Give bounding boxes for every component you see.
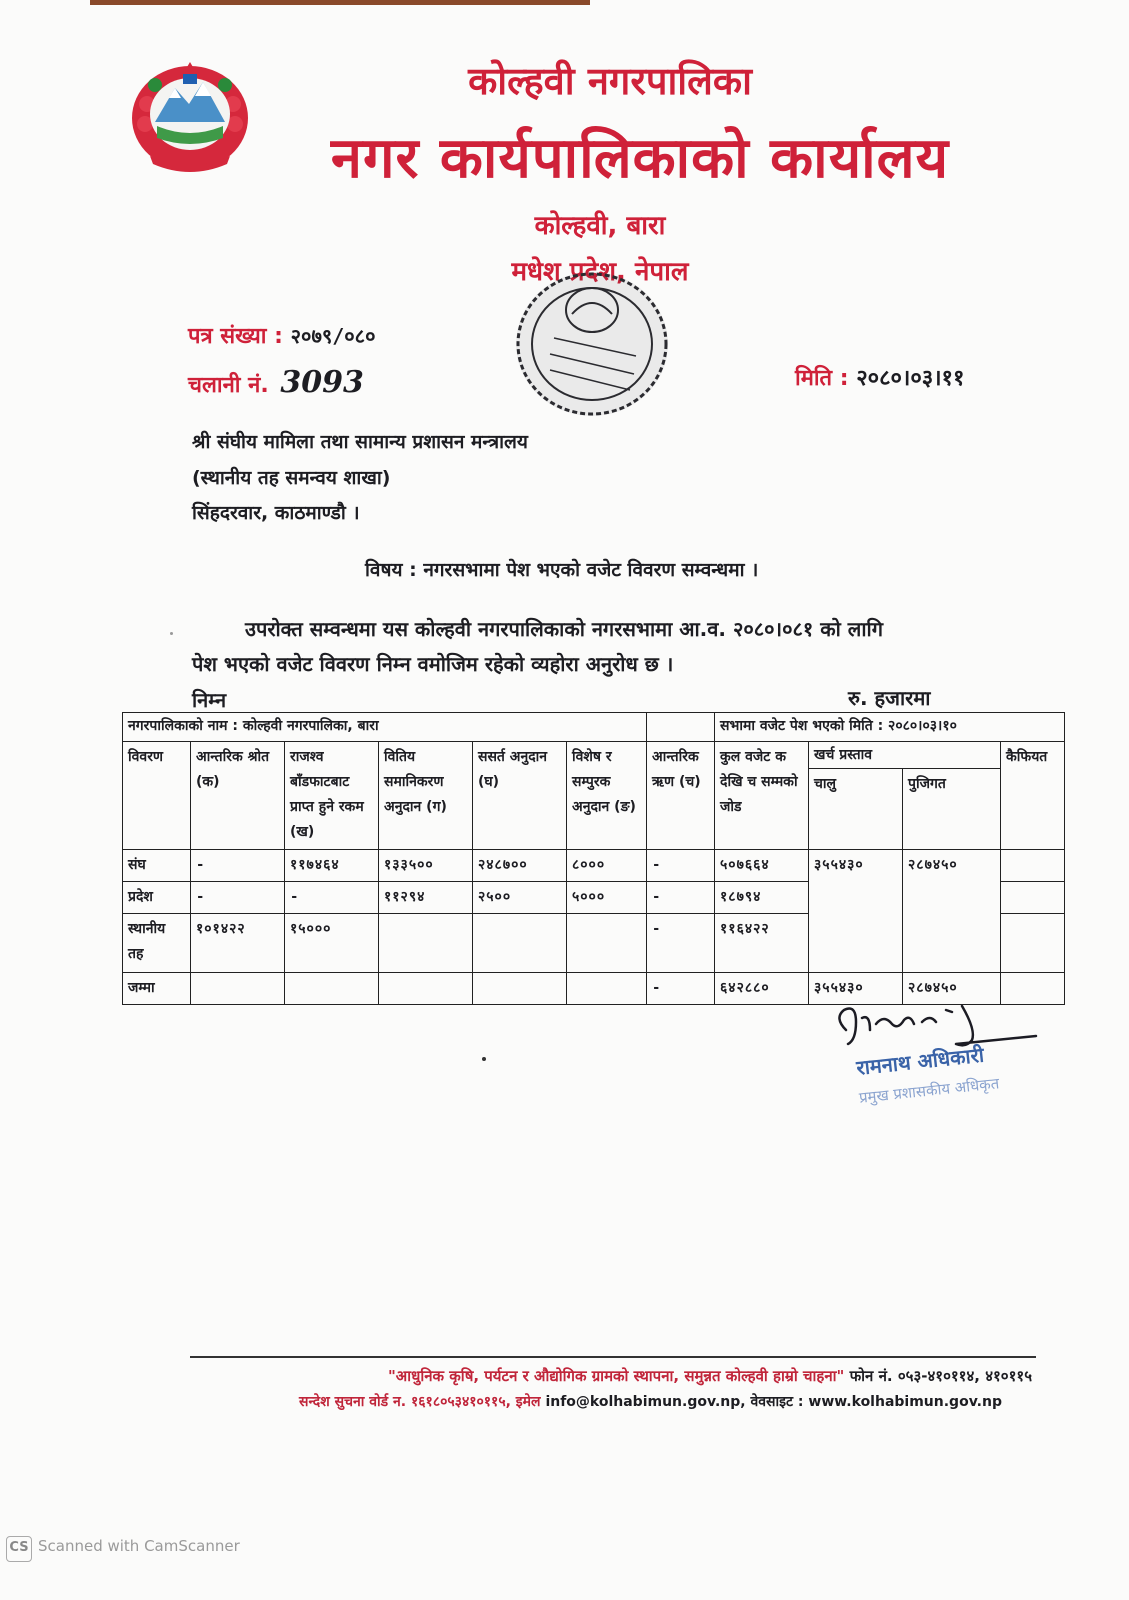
scan-speck (482, 1057, 486, 1061)
cell-total: ५०७६६४ (715, 850, 809, 882)
col-special-grant: विशेष र सम्पुरक अनुदान (ङ) (567, 742, 647, 850)
col-expense-proposal: खर्च प्रस्ताव (809, 742, 1001, 769)
cell-recurrent: ३५५४३० (809, 850, 903, 973)
cell-internal: - (191, 850, 285, 882)
nepal-emblem-logo (125, 52, 255, 177)
cell-special: ५००० (567, 882, 647, 914)
office-title: नगर कार्यपालिकाको कार्यालय (330, 126, 950, 191)
cell-loan: - (647, 882, 715, 914)
cell-recurrent: ३५५४३० (809, 973, 903, 1005)
col-internal-source: आन्तरिक श्रोत (क) (191, 742, 285, 850)
cell-loan: - (647, 973, 715, 1005)
cell-internal (191, 973, 285, 1005)
cell-revenue (285, 973, 379, 1005)
table-row (123, 850, 1065, 882)
cell-remarks (1001, 914, 1065, 973)
cell-special (567, 973, 647, 1005)
top-edge-strip (90, 0, 590, 5)
cell-equalization: १३३५०० (379, 850, 473, 882)
footer-email[interactable]: info@kolhabimun.gov.np, (545, 1394, 746, 1410)
body-line-1: उपरोक्त सम्वन्धमा यस कोल्हवी नगरपालिकाको नगरसभामा आ.व. २०८०।०८१ को लागि (245, 617, 883, 641)
below-label: निम्न (192, 688, 227, 712)
cell-capital: २८७४५० (903, 850, 1001, 973)
presented-date-cell: सभामा वजेट पेश भएको मिति : २०८०।०३।१० (715, 713, 1065, 742)
dispatch-label: चलानी नं. (188, 373, 269, 398)
cell-equalization (379, 973, 473, 1005)
col-capital: पुजिगत (903, 769, 1001, 850)
footer-website[interactable]: www.kolhabimun.gov.np (808, 1394, 1002, 1410)
row-label: संघ (123, 850, 191, 882)
cell-conditional: २४८७०० (473, 850, 567, 882)
addressee-line-2: (स्थानीय तह समन्वय शाखा) (192, 467, 391, 489)
col-detail: विवरण (123, 742, 191, 850)
office-seal-stamp (510, 262, 675, 422)
reference-number (188, 320, 375, 350)
footer-line-2 (192, 1392, 1002, 1411)
col-recurrent: चालु (809, 769, 903, 850)
footer-divider (190, 1356, 1036, 1358)
camscanner-watermark (6, 1536, 240, 1562)
footer-line-1 (192, 1366, 1032, 1386)
letter-subject: विषय : नगरसभामा पेश भएको वजेट विवरण सम्वन्धमा । (365, 559, 759, 581)
cell-remarks (1001, 850, 1065, 882)
cell-capital: २८७४५० (903, 973, 1001, 1005)
footer-website-label: वेवसाइट : (750, 1394, 804, 1410)
cell-remarks (1001, 882, 1065, 914)
cell-loan: - (647, 914, 715, 973)
municipality-name-cell: नगरपालिकाको नाम : कोल्हवी नगरपालिका, बारा (123, 713, 647, 742)
cell-conditional (473, 914, 567, 973)
camscanner-text: Scanned with CamScanner (38, 1537, 240, 1555)
cell-equalization: ११२९४ (379, 882, 473, 914)
cell-total: ११६४२२ (715, 914, 809, 973)
reference-value: २०७९/०८० (290, 324, 376, 348)
reference-label: पत्र संख्या : (188, 324, 283, 349)
cell-conditional (473, 973, 567, 1005)
cell-conditional: २५०० (473, 882, 567, 914)
addressee-line-1: श्री संघीय मामिला तथा सामान्य प्रशासन मन्त्रालय (192, 431, 528, 453)
row-label: स्थानीय तह (123, 914, 191, 973)
cell-special (567, 914, 647, 973)
footer-phone: फोन नं. ०५३-४१०११४, ४१०११५ (849, 1367, 1032, 1385)
cell-equalization (379, 914, 473, 973)
cell-total: १८७९४ (715, 882, 809, 914)
cell-loan: - (647, 850, 715, 882)
cell-revenue: ११७४६४ (285, 850, 379, 882)
col-conditional-grant: ससर्त अनुदान (घ) (473, 742, 567, 850)
budget-table (122, 712, 1065, 1005)
dispatch-number (188, 365, 364, 400)
row-label: प्रदेश (123, 882, 191, 914)
cell-special: ८००० (567, 850, 647, 882)
col-equalization-grant: वितिय समानिकरण अनुदान (ग) (379, 742, 473, 850)
col-total-budget: कुल वजेट क देखि च सम्मको जोड (715, 742, 809, 850)
body-line-2: पेश भएको वजेट विवरण निम्न वमोजिम रहेको व्यहोरा अनुरोध छ । (192, 652, 674, 676)
signatory-title: प्रमुख प्रशासकीय अधिकृत (858, 1074, 1001, 1107)
col-remarks: कैफियत (1001, 742, 1065, 850)
municipality-name: कोल्हवी नगरपालिका (468, 59, 752, 103)
col-revenue-sharing: राजश्व बाँडफाटबाट प्राप्त हुने रकम (ख) (285, 742, 379, 850)
row-label: जम्मा (123, 973, 191, 1005)
letter-date (795, 362, 964, 392)
footer-slogan: "आधुनिक कृषि, पर्यटन र औद्योगिक ग्रामको स्थापना, समुन्नत कोल्हवी हाम्रो चाहना" (387, 1367, 845, 1385)
dispatch-value-handwritten: 3093 (280, 365, 364, 400)
scan-speck (170, 632, 173, 635)
cell-revenue: १५००० (285, 914, 379, 973)
date-value: २०८०।०३।११ (856, 366, 965, 391)
camscanner-logo-icon: CS (6, 1536, 32, 1562)
address-line-1: कोल्हवी, बारा (534, 211, 666, 241)
cell-internal: १०१४२२ (191, 914, 285, 973)
signatory-name: रामनाथ अधिकारी (855, 1042, 986, 1080)
date-label: मिति : (795, 366, 849, 391)
address-line-2: मधेश प्रदेश, नेपाल (511, 257, 689, 287)
footer-board-number: सन्देश सुचना वोर्ड न. १६१८०५३४१०११५, इमेल (299, 1394, 541, 1410)
cell-total: ६४२८८० (715, 973, 809, 1005)
cell-revenue: - (285, 882, 379, 914)
blank-header-cell (647, 713, 715, 742)
col-internal-loan: आन्तरिक ऋण (च) (647, 742, 715, 850)
addressee-line-3: सिंहदरवार, काठमाण्डौ । (192, 502, 360, 524)
cell-internal: - (191, 882, 285, 914)
unit-label: रु. हजारमा (848, 686, 931, 710)
